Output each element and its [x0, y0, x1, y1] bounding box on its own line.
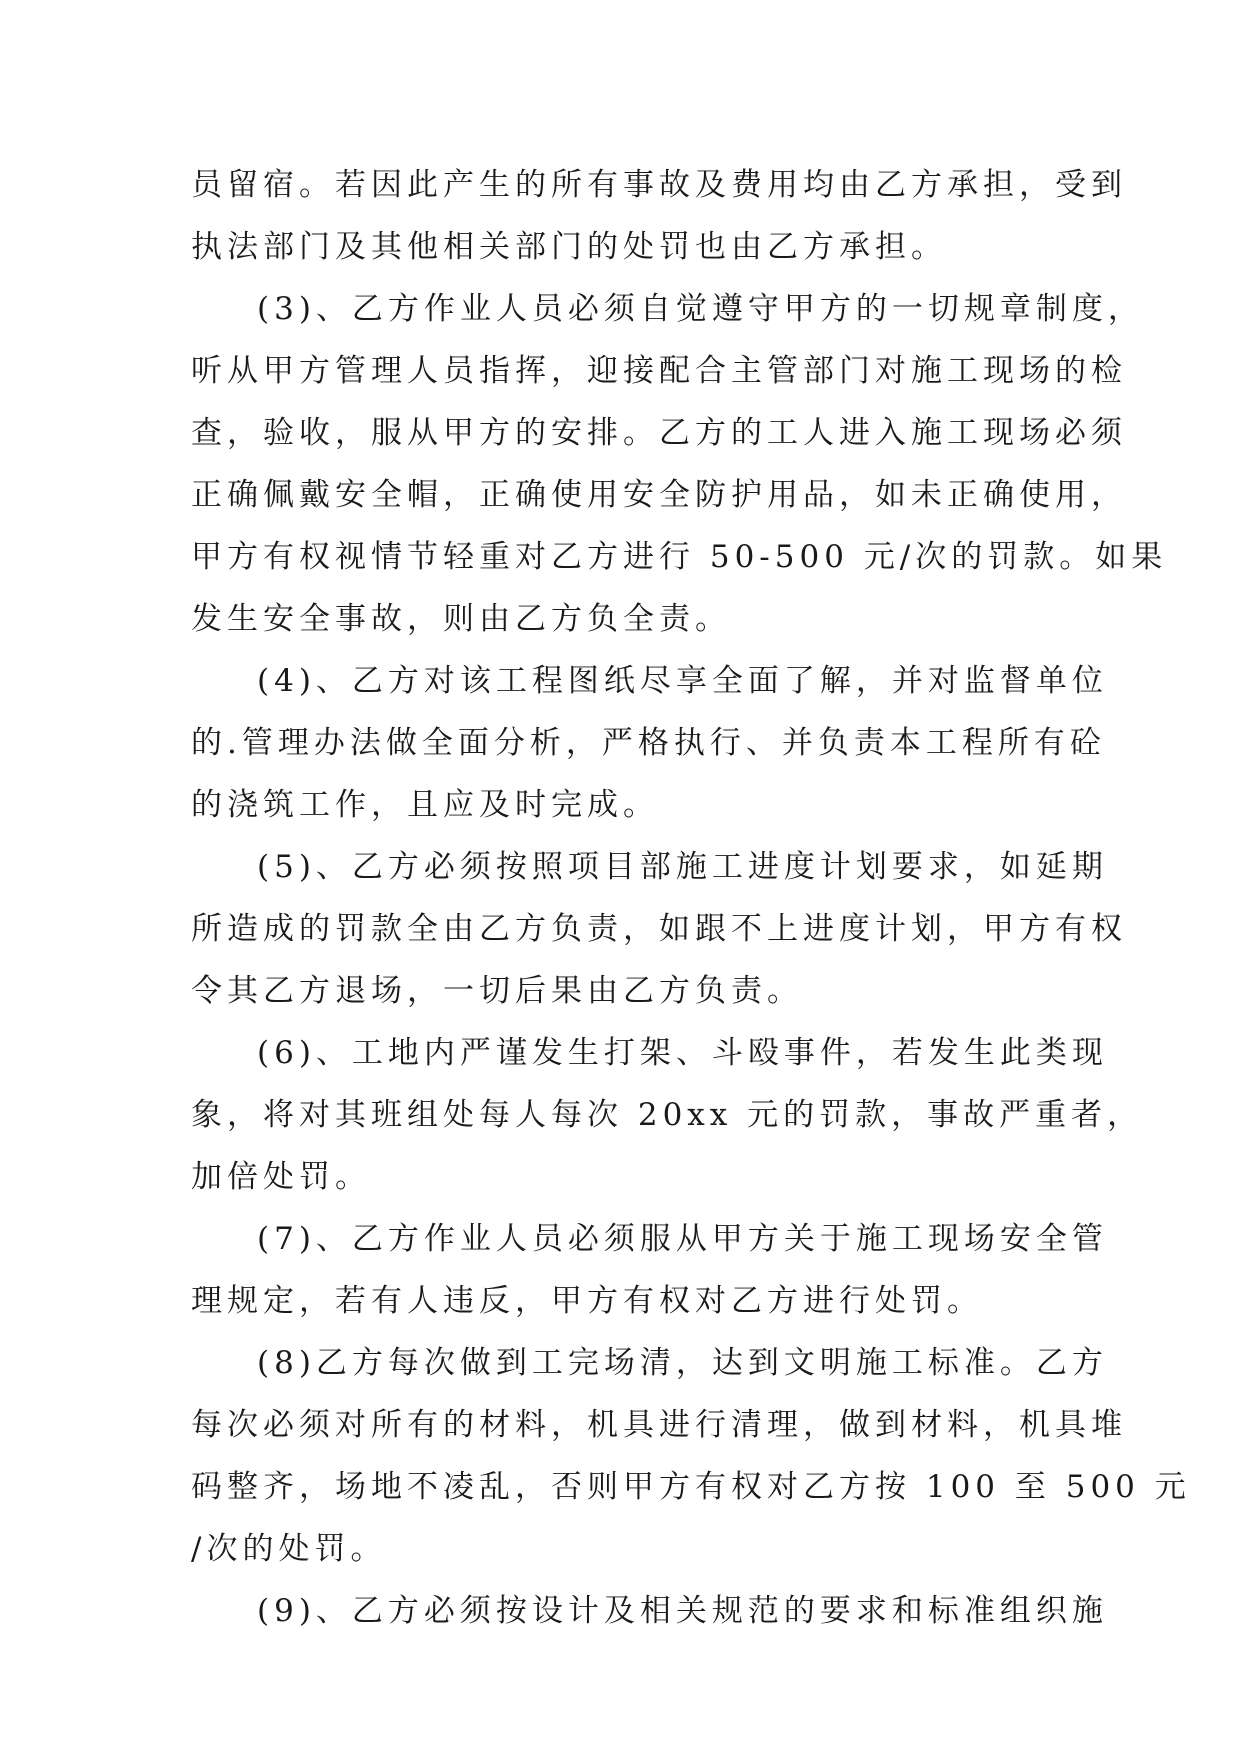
text-line: 所造成的罚款全由乙方负责，如跟不上进度计划，甲方有权 — [191, 911, 1127, 947]
text-line: (3)、乙方作业人员必须自觉遵守甲方的一切规章制度， — [257, 291, 1144, 327]
text-line: 正确佩戴安全帽，正确使用安全防护用品，如未正确使用， — [191, 477, 1127, 513]
text-line: 甲方有权视情节轻重对乙方进行 50-500 元/次的罚款。如果 — [191, 539, 1168, 575]
paragraph-5 — [191, 836, 1127, 1022]
text-line: 的浇筑工作，且应及时完成。 — [191, 787, 659, 823]
text-line: 令其乙方退场，一切后果由乙方负责。 — [191, 973, 803, 1009]
text-line: 听从甲方管理人员指挥，迎接配合主管部门对施工现场的检 — [191, 353, 1127, 389]
text-line: 查，验收，服从甲方的安排。乙方的工人进入施工现场必须 — [191, 415, 1127, 451]
text-line: (7)、乙方作业人员必须服从甲方关于施工现场安全管 — [257, 1221, 1108, 1257]
text-line: 码整齐，场地不凌乱，否则甲方有权对乙方按 100 至 500 元 — [191, 1469, 1191, 1505]
paragraph-4 — [191, 650, 1108, 836]
text-line: (8)乙方每次做到工完场清，达到文明施工标准。乙方 — [257, 1345, 1108, 1381]
paragraph-7 — [191, 1208, 1108, 1332]
text-line: 发生安全事故，则由乙方负全责。 — [191, 601, 731, 637]
text-line: (5)、乙方必须按照项目部施工进度计划要求，如延期 — [257, 849, 1108, 885]
text-line: 理规定，若有人违反，甲方有权对乙方进行处罚。 — [191, 1283, 983, 1319]
text-line: 的.管理办法做全面分析，严格执行、并负责本工程所有砼 — [191, 725, 1106, 761]
text-line: 每次必须对所有的材料，机具进行清理，做到材料，机具堆 — [191, 1407, 1127, 1443]
text-line: (6)、工地内严谨发生打架、斗殴事件，若发生此类现 — [257, 1035, 1108, 1071]
paragraph-continued — [191, 154, 1127, 278]
text-line: (4)、乙方对该工程图纸尽享全面了解，并对监督单位 — [257, 663, 1108, 699]
text-line: 执法部门及其他相关部门的处罚也由乙方承担。 — [191, 229, 947, 265]
paragraph-3 — [191, 278, 1168, 650]
document-body — [191, 154, 1191, 1642]
paragraph-8 — [191, 1332, 1191, 1580]
text-line: /次的处罚。 — [191, 1531, 387, 1567]
paragraph-9 — [191, 1580, 1108, 1642]
text-line: 员留宿。若因此产生的所有事故及费用均由乙方承担，受到 — [191, 167, 1127, 203]
text-line: (9)、乙方必须按设计及相关规范的要求和标准组织施 — [257, 1593, 1108, 1629]
text-line: 象，将对其班组处每人每次 20xx 元的罚款，事故严重者， — [191, 1097, 1144, 1133]
text-line: 加倍处罚。 — [191, 1159, 371, 1195]
paragraph-6 — [191, 1022, 1144, 1208]
